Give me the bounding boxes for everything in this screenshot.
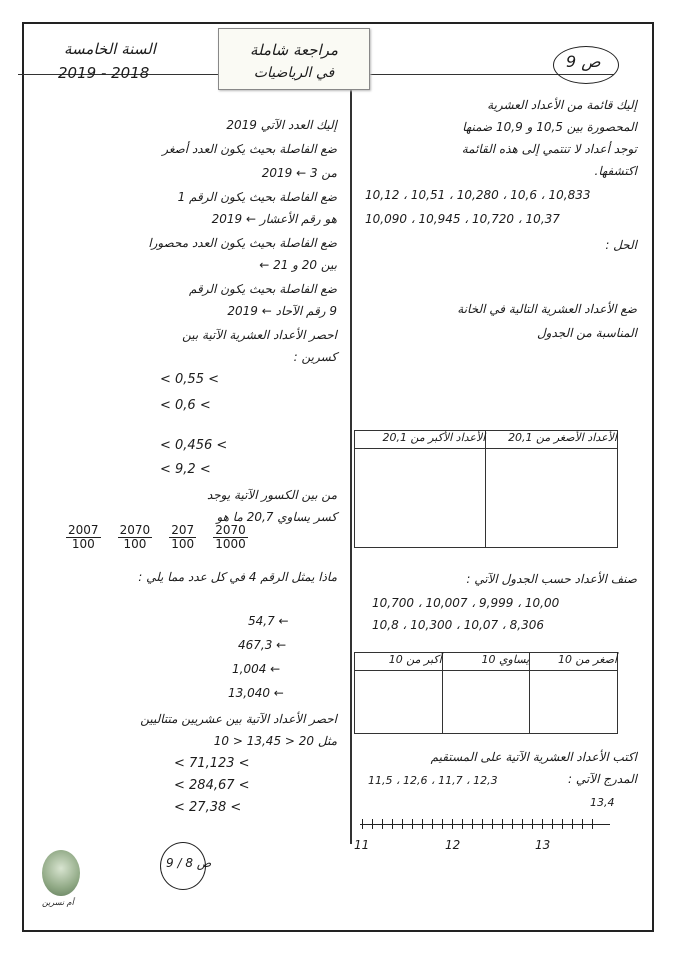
ex2-header-small: الأعداد الأصغر من 20,1	[486, 431, 618, 449]
ex1-line-1: إليك قائمة من الأعداد العشرية	[487, 98, 637, 112]
q4-item: 54,7 ←	[248, 614, 289, 628]
ex1-line-2: المحصورة بين 10,5 و 10,9 ضمنها	[462, 120, 637, 134]
tick	[532, 819, 533, 829]
q1-line-6: ضع الفاصلة بحيث يكون العدد محصورا	[148, 236, 337, 250]
q5-line-1: احصر الأعداد الآتية بين عشريين متتاليين	[140, 712, 337, 726]
q1-line-1: إليك العدد الآتي 2019	[226, 118, 337, 132]
fraction[interactable]: $\frac{2070}{1000}$	[215, 523, 246, 551]
tick	[462, 819, 463, 829]
title-box	[218, 28, 370, 90]
ex1-list-2: 10,37 ، 10,720 ، 10,945 ، 10,090	[365, 212, 560, 226]
title-line-1: مراجعة شاملة	[250, 41, 338, 59]
ex3-header-smaller: أصغر من 10	[530, 653, 618, 671]
q2-line-1: احصر الأعداد العشرية الآتية بين	[182, 328, 337, 342]
q5-item: < 71,123 <	[174, 756, 250, 771]
q3-line-2: كسر يساوي 20,7 ما هو	[216, 510, 337, 524]
column-divider	[350, 74, 352, 844]
q4-line-1: ماذا يمثل الرقم 4 في كل عدد مما يلي :	[138, 570, 337, 584]
q1-line-7: بين 20 و 21 ←	[259, 258, 337, 272]
tick	[512, 819, 513, 829]
bottom-page-number: ص 8 / 9	[166, 856, 212, 870]
fraction[interactable]: $\frac{2007}{100}$	[68, 523, 99, 551]
tick	[482, 819, 483, 829]
q4-item: 1,004 ←	[232, 662, 281, 676]
ex4-extra: 13,4	[590, 796, 615, 809]
tick-12	[452, 819, 453, 829]
axis-label-12: 12	[445, 838, 461, 852]
q2-line-2: كسرين :	[293, 350, 337, 364]
axis-label-11: 11	[354, 838, 370, 852]
page-number: ص 9	[566, 52, 601, 71]
ex3-list-1: 10,00 ، 9,999 ، 10,007 ، 10,700	[372, 596, 560, 610]
ex3-header-larger: أكبر من 10	[355, 653, 443, 671]
ex1-line-4: اكتشفها.	[594, 164, 637, 178]
ex4-list: 12,3 ، 11,7 ، 12,6 ، 11,5	[368, 774, 498, 787]
ex1-list-1: 10,833 ، 10,6 ، 10,280 ، 10,51 ، 10,12	[365, 188, 591, 202]
q4-item: 467,3 ←	[238, 638, 287, 652]
q1-line-3: من 3 ← 2019	[261, 166, 337, 180]
ex1-line-3: توجد أعداد لا تنتمي إلى هذه القائمة	[461, 142, 637, 156]
tick	[442, 819, 443, 829]
q1-line-9: 9 رقم الآحاد ← 2019	[227, 304, 337, 318]
q1-line-8: ضع الفاصلة بحيث يكون الرقم	[189, 282, 337, 296]
q5-item: < 27,38 <	[174, 800, 242, 815]
q3-line-1: من بين الكسور الآتية يوجد	[206, 488, 337, 502]
tick	[382, 819, 383, 829]
axis-label-13: 13	[535, 838, 551, 852]
q5-line-2: مثل 20 < 13,45 < 10	[213, 734, 337, 748]
ex2-header-large: الأعداد الأكبر من 20,1	[355, 431, 486, 449]
tick	[432, 819, 433, 829]
ex3-list-2: 8,306 ، 10,07 ، 10,300 ، 10,8	[372, 618, 544, 632]
ex2-table	[354, 430, 618, 548]
tick	[372, 819, 373, 829]
ex2-line-2: المناسبة من الجدول	[536, 326, 637, 340]
school-year: 2019 - 2018	[58, 64, 150, 82]
q2-item: < 9,2 <	[160, 462, 211, 477]
q2-item: < 0,456 <	[160, 438, 228, 453]
tick	[552, 819, 553, 829]
author-avatar	[42, 850, 80, 896]
q2-item: < 0,6 <	[160, 398, 211, 413]
tick-13	[542, 819, 543, 829]
level-label: السنة الخامسة	[64, 40, 156, 58]
ex3-cell-smaller[interactable]	[530, 671, 618, 734]
tick	[422, 819, 423, 829]
tick	[522, 819, 523, 829]
ex3-cell-larger[interactable]	[355, 671, 443, 734]
q5-item: < 284,67 <	[174, 778, 250, 793]
ex2-line-1: ضع الأعداد العشرية التالية في الخانة	[457, 302, 637, 316]
tick	[402, 819, 403, 829]
tick	[572, 819, 573, 829]
fraction[interactable]: $\frac{207}{100}$	[171, 523, 195, 551]
ex4-line-1: اكتب الأعداد العشرية الآتية على المستقيم	[430, 750, 637, 764]
tick	[472, 819, 473, 829]
q1-line-2: ضع الفاصلة بحيث يكون العدد أصغر	[162, 142, 337, 156]
tick	[392, 819, 393, 829]
q1-line-5: هو رقم الأعشار ← 2019	[211, 212, 337, 226]
ex1-solution: الحل :	[605, 238, 637, 252]
q2-item: < 0,55 <	[160, 372, 219, 387]
title-line-2: في الرياضيات	[253, 65, 335, 81]
tick	[412, 819, 413, 829]
ex4-line-2: المدرج الآتي :	[568, 772, 637, 786]
tick	[562, 819, 563, 829]
tick	[502, 819, 503, 829]
ex3-line-1: صنف الأعداد حسب الجدول الآتي :	[466, 572, 637, 586]
q1-line-4: ضع الفاصلة بحيث يكون الرقم 1	[177, 190, 337, 204]
tick-11	[362, 819, 363, 829]
q4-item: 13,040 ←	[228, 686, 284, 700]
ex2-cell-small[interactable]	[486, 449, 618, 548]
fraction-list	[60, 524, 254, 552]
ex3-cell-equal[interactable]	[442, 671, 529, 734]
tick	[492, 819, 493, 829]
author-name: أم نسرين	[42, 898, 74, 907]
ex2-cell-large[interactable]	[355, 449, 486, 548]
ex3-table	[354, 652, 618, 734]
tick	[592, 819, 593, 829]
fraction[interactable]: $\frac{2070}{100}$	[119, 523, 151, 551]
ex3-header-equal: يساوي 10	[442, 653, 529, 671]
tick	[582, 819, 583, 829]
